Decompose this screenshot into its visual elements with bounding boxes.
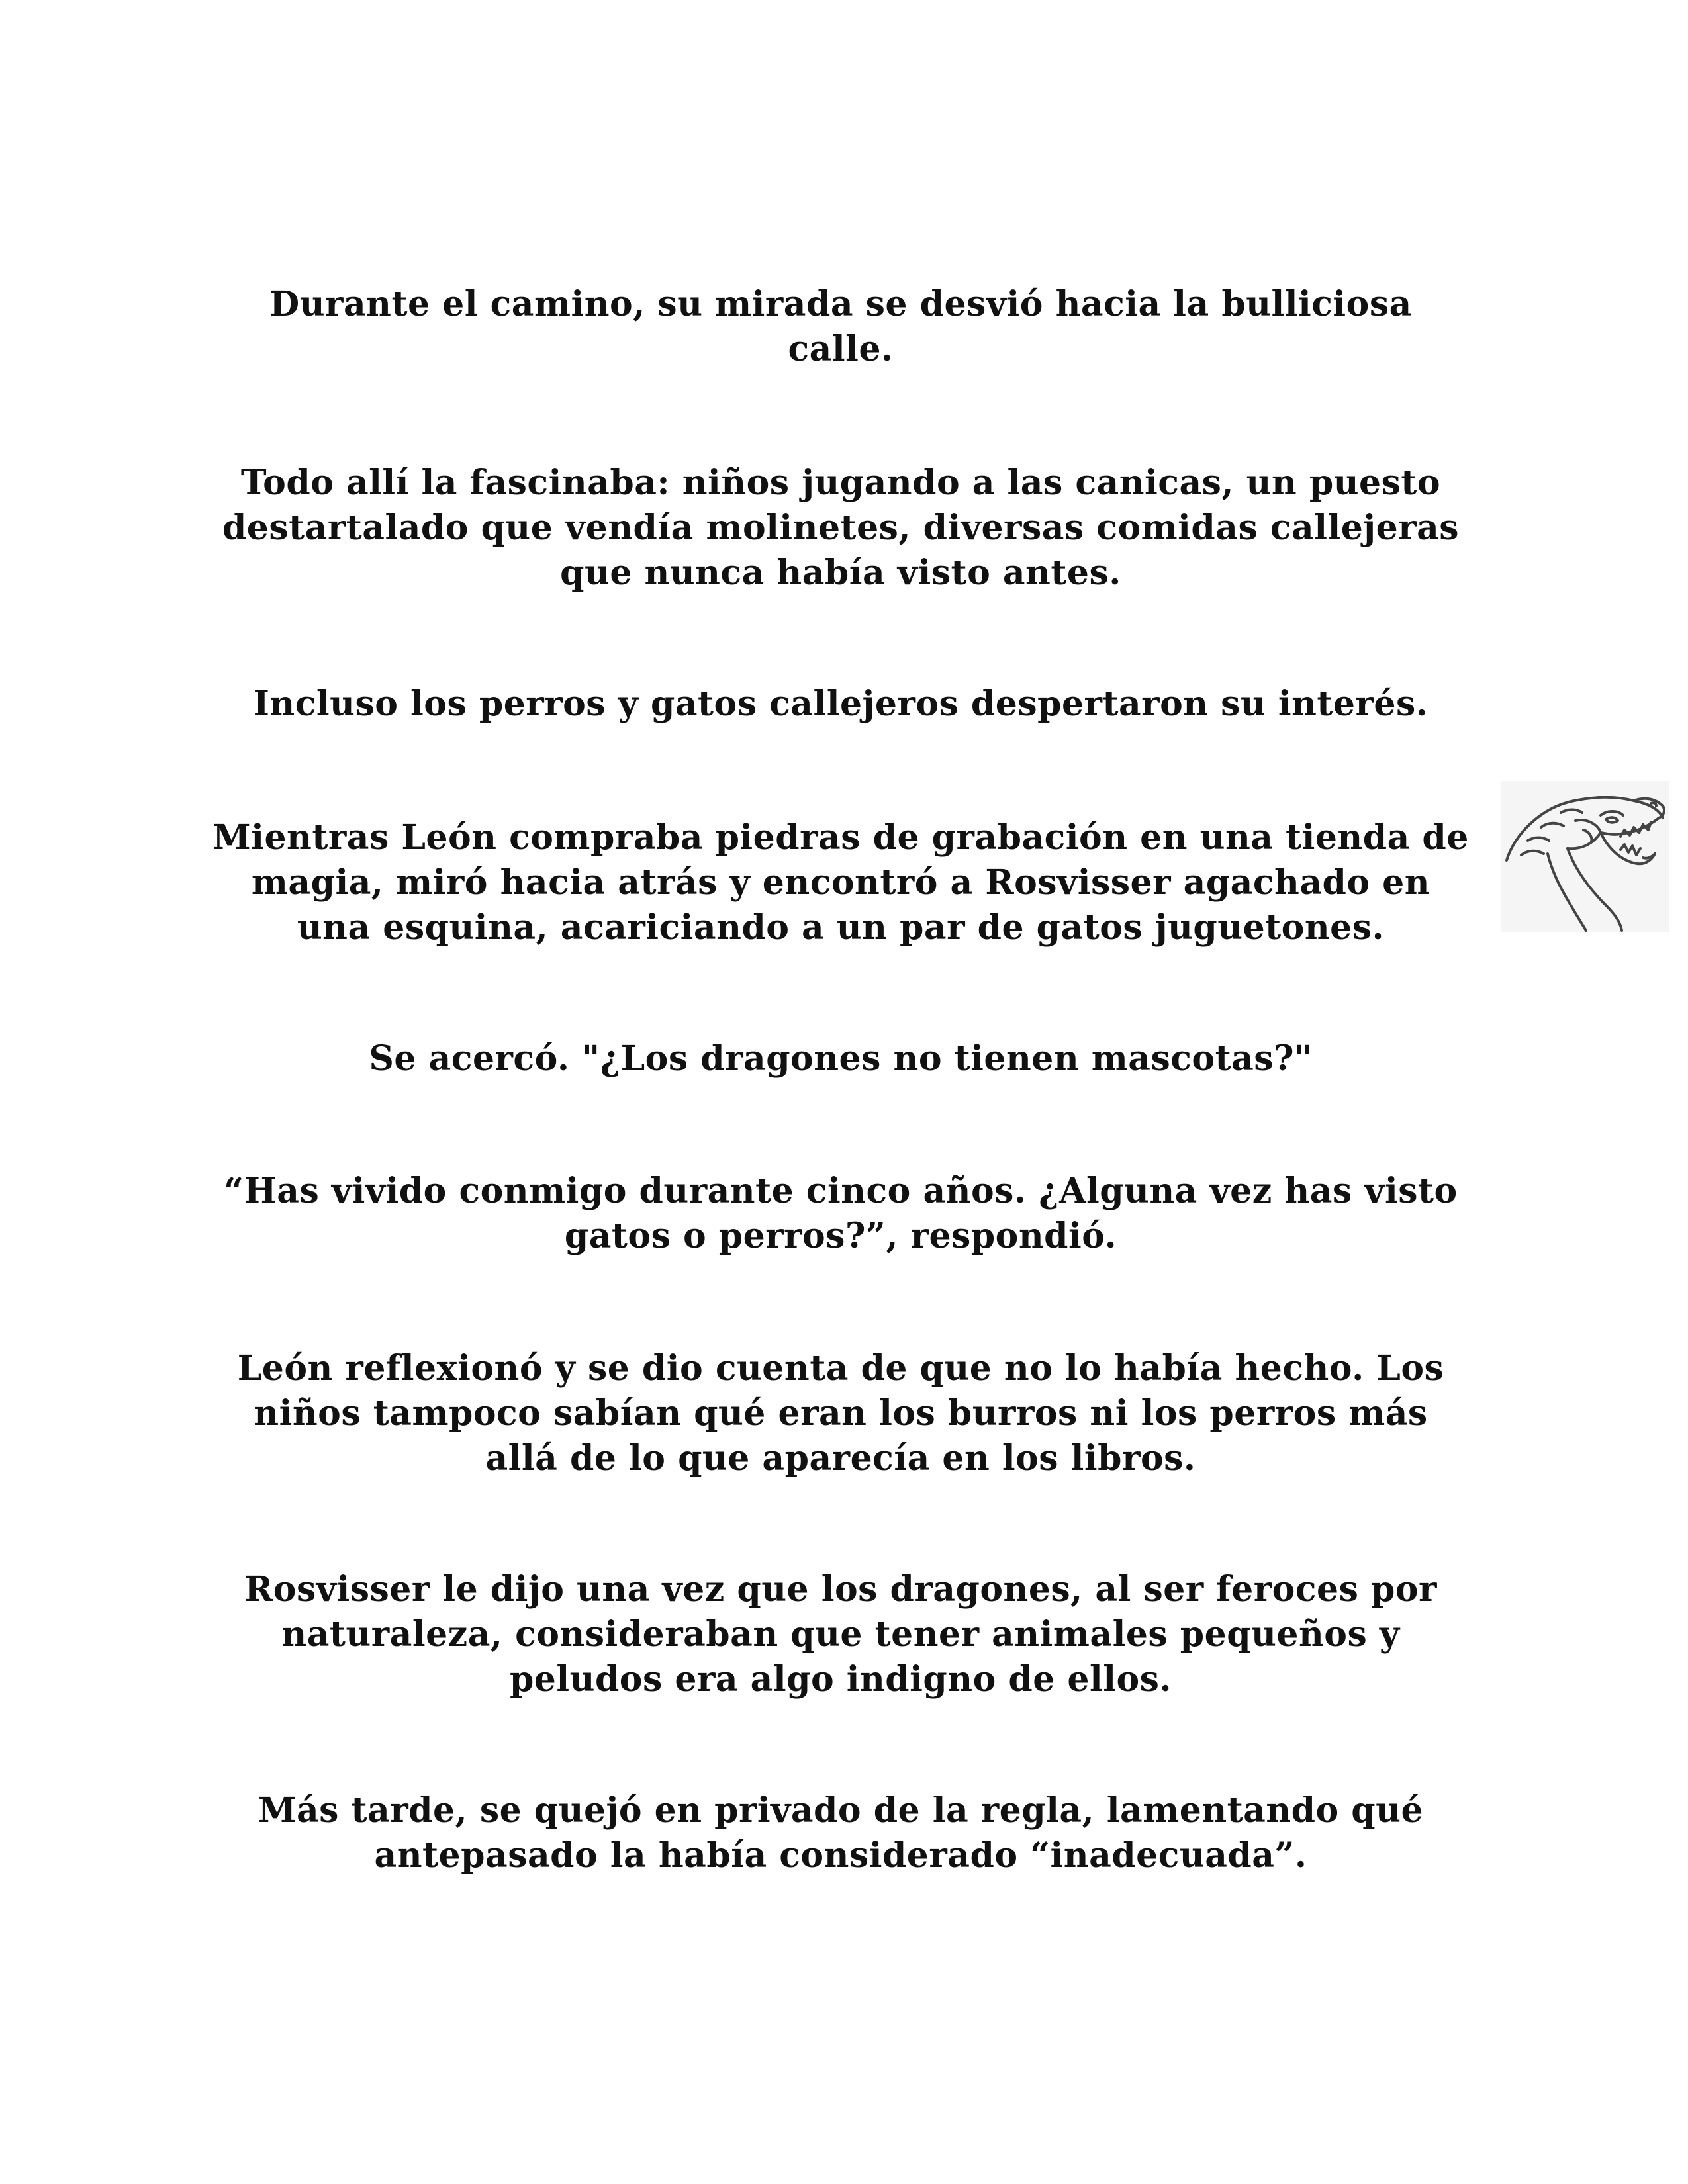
- paragraph-4: Mientras León compraba piedras de grabación en una tienda de magia, miró hacia atrás y encontró a Rosvisser agachado en una esquina, acariciando a un par de gatos juguetones.: [212, 817, 1469, 948]
- paragraph-7: León reflexionó y se dio cuenta de que no lo había hecho. Los niños tampoco sabían qué eran los burros ni los perros más allá de lo que aparecía en los libros.: [237, 1348, 1444, 1479]
- paragraph-5: Se acercó. "¿Los dragones no tienen mascotas?": [369, 1038, 1313, 1079]
- dragon-head-sketch-icon: [1501, 781, 1669, 932]
- paragraph-8: Rosvisser le dijo una vez que los dragones, al ser feroces por naturaleza, consideraban que tener animales pequeños y peludos era algo indigno de ellos.: [244, 1569, 1437, 1700]
- paragraph-9: Más tarde, se quejó en privado de la regla, lamentando qué antepasado la había considerado “inadecuada”.: [258, 1790, 1424, 1876]
- paragraph-3: Incluso los perros y gatos callejeros despertaron su interés.: [253, 684, 1429, 724]
- paragraph-1: Durante el camino, su mirada se desvió hacia la bulliciosa calle.: [269, 284, 1412, 369]
- paragraph-6: “Has vivido conmigo durante cinco años. ¿Alguna vez has visto gatos o perros?”, respondió.: [224, 1171, 1458, 1256]
- paragraph-2: Todo allí la fascinaba: niños jugando a las canicas, un puesto destartalado que vendía molinetes, diversas comidas callejeras que nunca había visto antes.: [222, 463, 1460, 593]
